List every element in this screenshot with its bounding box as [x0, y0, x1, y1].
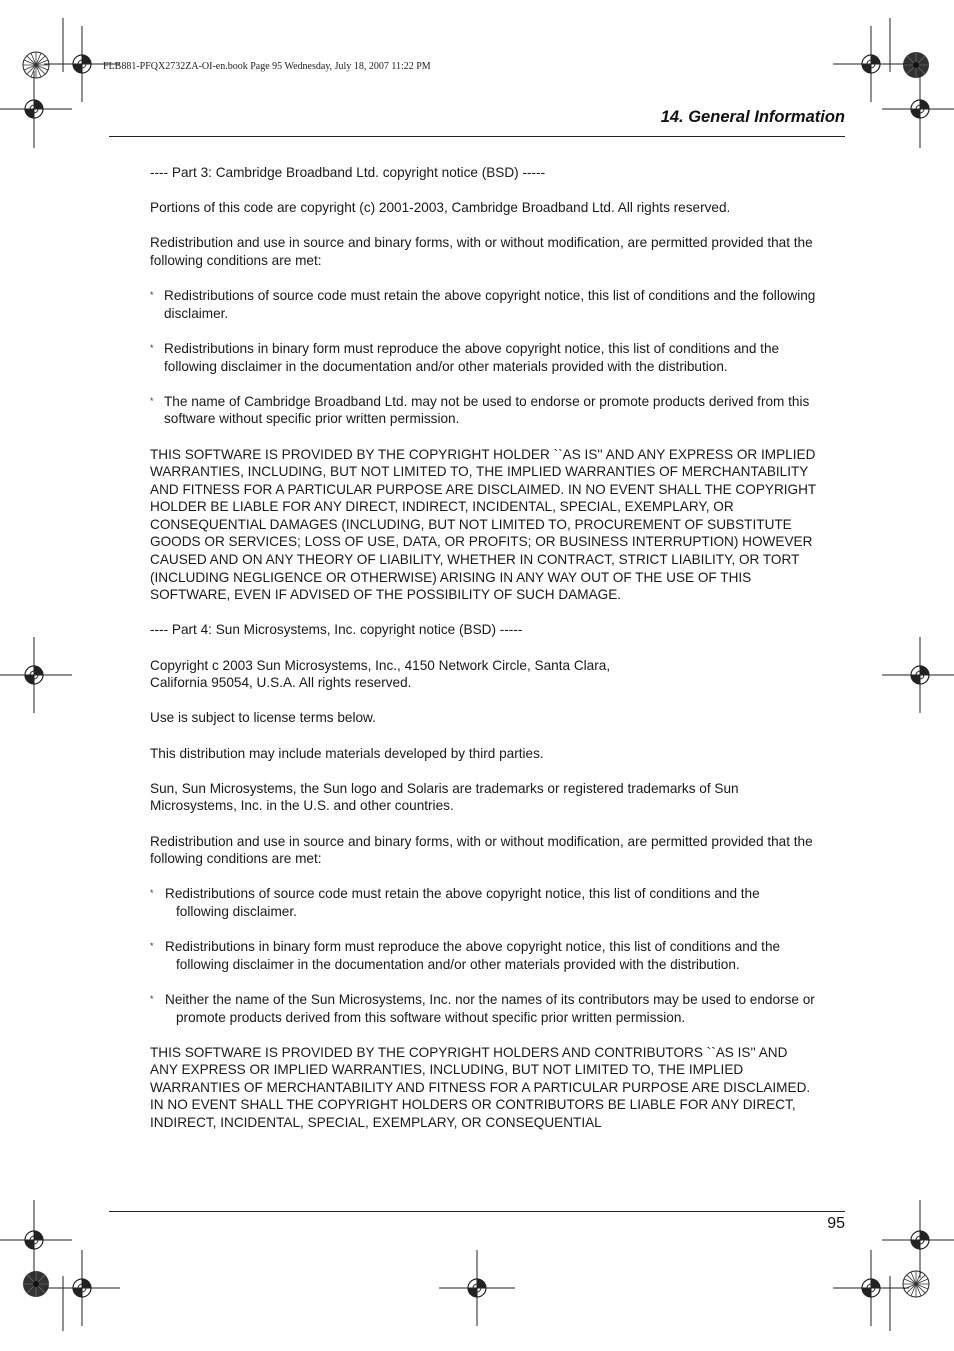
part4-license-terms: Use is subject to license terms below. [150, 710, 376, 726]
header-rule [109, 136, 845, 137]
list-item-text: Redistributions in binary form must reproduce the above copyright notice, this list of conditions and the following disclaimer in the documentation and/or other materials provided with the distribution. [164, 340, 780, 374]
crosshair-registration-icon [439, 1250, 515, 1326]
page-number: 95 [827, 1215, 845, 1232]
list-item [150, 885, 816, 920]
list-item [150, 340, 816, 375]
part3-conditions-list [150, 287, 816, 428]
starburst-registration-icon [903, 52, 929, 78]
list-item-text: The name of Cambridge Broadband Ltd. may not be used to endorse or promote products derived from this software without specific prior written permission. [164, 393, 810, 427]
crosshair-registration-icon [0, 71, 72, 147]
starburst-registration-icon [903, 1271, 929, 1297]
page-body [150, 164, 816, 1149]
part3-copyright: Portions of this code are copyright (c) 2001-2003, Cambridge Broadband Ltd. All rights reserved. [150, 200, 731, 216]
print-slug: FLB881-PFQX2732ZA-OI-en.book Page 95 Wednesday, July 18, 2007 11:22 PM [103, 61, 431, 72]
list-item [150, 393, 816, 428]
crosshair-registration-icon [882, 1202, 954, 1278]
part4-heading: ---- Part 4: Sun Microsystems, Inc. copyright notice (BSD) ----- [150, 622, 523, 638]
crosshair-registration-icon [882, 71, 954, 147]
crosshair-registration-icon [44, 1250, 120, 1326]
crosshair-registration-icon [882, 637, 954, 713]
bullet-star-icon: * [150, 941, 154, 952]
crosshair-registration-icon [0, 637, 72, 713]
starburst-registration-icon [23, 1271, 49, 1297]
crosshair-registration-icon [0, 1202, 72, 1278]
list-item-text: Redistributions in binary form must reproduce the above copyright notice, this list of conditions and the following disclaimer in the documentation and/or other materials provided with the distribution. [165, 939, 781, 972]
footer-rule [109, 1211, 845, 1212]
list-item [150, 938, 816, 973]
list-item-text: Neither the name of the Sun Microsystems, Inc. nor the names of its contributors may be used to endorse or promote products derived from this software without specific prior written permission. [165, 991, 815, 1025]
bullet-star-icon: * [150, 395, 154, 406]
part3-disclaimer: THIS SOFTWARE IS PROVIDED BY THE COPYRIGHT HOLDER ``AS IS'' AND ANY EXPRESS OR IMPLIED WARRANTIES, INCLUDING, BUT NOT LIMITED TO, THE IMPLIED WARRANTIES OF MERCHANTABILITY AND FITNESS FOR A PARTICULAR PURPOSE ARE DISCLAIMED. IN NO EVENT SHALL THE COPYRIGHT HOLDER BE LIABLE FOR ANY DIRECT, INDIRECT, INCIDENTAL, SPECIAL, EXEMPLARY, OR CONSEQUENTIAL DAMAGES (INCLUDING, BUT NOT LIMITED TO, PROCUREMENT OF SUBSTITUTE GOODS OR SERVICES; LOSS OF USE, DATA, OR PROFITS; OR BUSINESS INTERRUPTION) HOWEVER CAUSED AND ON ANY THEORY OF LIABILITY, WHETHER IN CONTRACT, STRICT LIABILITY, OR TORT (INCLUDING NEGLIGENCE OR OTHERWISE) ARISING IN ANY WAY OUT OF THE USE OF THIS SOFTWARE, EVEN IF ADVISED OF THE POSSIBILITY OF SUCH DAMAGE. [150, 446, 816, 603]
starburst-registration-icon [23, 52, 49, 78]
section-title: 14. General Information [660, 108, 845, 126]
part4-redistribution: Redistribution and use in source and binary forms, with or without modification, are permitted provided that the following conditions are met: [150, 833, 813, 867]
part4-trademarks: Sun, Sun Microsystems, the Sun logo and Solaris are trademarks or registered trademarks of Sun Microsystems, Inc. in the U.S. and other countries. [150, 780, 739, 814]
part4-conditions-list [150, 885, 816, 1026]
part4-copyright-line1: Copyright c 2003 Sun Microsystems, Inc., 4150 Network Circle, Santa Clara, [150, 657, 611, 673]
part4-disclaimer: THIS SOFTWARE IS PROVIDED BY THE COPYRIGHT HOLDERS AND CONTRIBUTORS ``AS IS'' AND ANY EXPRESS OR IMPLIED WARRANTIES, INCLUDING, BUT NOT LIMITED TO, THE IMPLIED WARRANTIES OF MERCHANTABILITY AND FITNESS FOR A PARTICULAR PURPOSE ARE DISCLAIMED. IN NO EVENT SHALL THE COPYRIGHT HOLDERS OR CONTRIBUTORS BE LIABLE FOR ANY DIRECT, INDIRECT, INCIDENTAL, SPECIAL, EXEMPLARY, OR CONSEQUENTIAL [150, 1044, 811, 1131]
bullet-star-icon: * [150, 342, 154, 353]
list-item [150, 287, 816, 322]
bullet-star-icon: * [150, 888, 154, 899]
part3-heading: ---- Part 3: Cambridge Broadband Ltd. copyright notice (BSD) ----- [150, 165, 546, 180]
crosshair-registration-icon [833, 1250, 909, 1326]
crosshair-registration-icon [833, 26, 909, 102]
part4-third-parties: This distribution may include materials developed by third parties. [150, 745, 544, 761]
part4-copyright-line2: California 95054, U.S.A. All rights reserved. [150, 675, 412, 691]
list-item-text: Redistributions of source code must retain the above copyright notice, this list of conditions and the following disclaimer. [164, 288, 816, 321]
bullet-star-icon: * [150, 993, 154, 1004]
bullet-star-icon: * [150, 290, 154, 301]
list-item [150, 991, 816, 1026]
list-item-text: Redistributions of source code must retain the above copyright notice, this list of conditions and the following disclaimer. [165, 886, 760, 919]
part4-copyright [150, 657, 816, 692]
part3-redistribution: Redistribution and use in source and binary forms, with or without modification, are permitted provided that the following conditions are met: [150, 235, 813, 268]
